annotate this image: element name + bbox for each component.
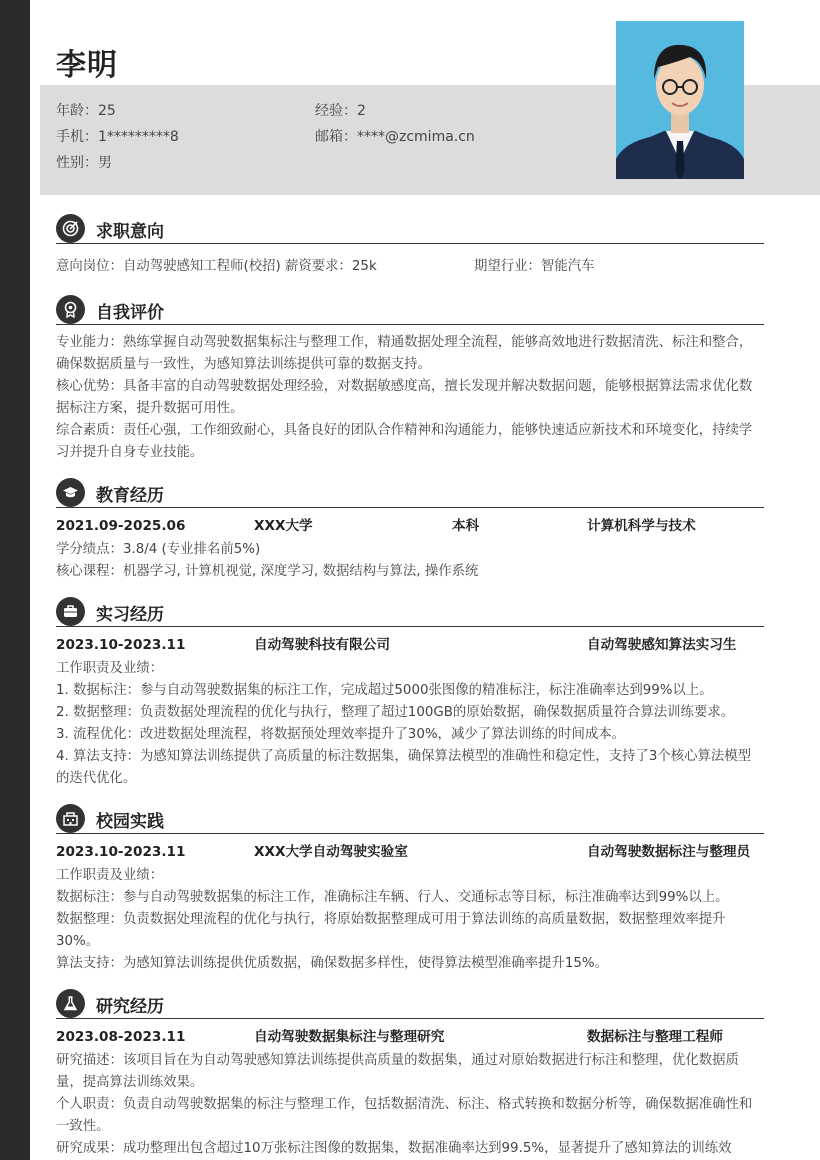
research-title: 研究经历	[96, 997, 164, 1017]
email-field: 邮箱：****@zcmima.cn	[315, 129, 475, 145]
internship-item: 1. 数据标注：参与自动驾驶数据集的标注工作，完成超过5000张图像的精准标注，标注准确率达到99%以上。	[56, 683, 713, 698]
target-icon	[56, 214, 85, 243]
internship-item: 2. 数据整理：负责数据处理流程的优化与执行，整理了超过100GB的原始数据，确保数据质量符合算法训练要求。	[56, 705, 735, 720]
research-item: 个人职责：负责自动驾驶数据集的标注与整理工作，包括数据清洗、标注、格式转换和数据分析等，确保数据准确性和一致性。	[56, 1097, 753, 1134]
campus-role: 自动驾驶数据标注与整理员	[587, 844, 751, 860]
self-eval-header	[56, 295, 764, 325]
job-intent-position: 意向岗位：自动驾驶感知工程师(校招) 薪资要求：25k	[56, 259, 377, 274]
age-field: 年龄：25	[56, 103, 116, 119]
gender-field: 性别：男	[56, 155, 112, 171]
self-eval-paragraph: 核心优势：具备丰富的自动驾驶数据处理经验，对数据敏感度高，擅长发现并解决数据问题，能够根据算法需求优化数据标注方案，提升数据可用性。	[56, 379, 753, 416]
job-intent-industry: 期望行业：智能汽车	[474, 259, 595, 274]
internship-company: 自动驾驶科技有限公司	[254, 637, 390, 653]
research-header	[56, 989, 764, 1019]
education-major: 计算机科学与技术	[587, 518, 696, 534]
job-intent-header	[56, 214, 764, 244]
self-eval-paragraph: 专业能力：熟练掌握自动驾驶数据集标注与整理工作，精通数据处理全流程，能够高效地进行数据清洗、标注和整合，确保数据质量与一致性，为感知算法训练提供可靠的数据支持。	[56, 335, 753, 372]
graduation-cap-icon	[56, 478, 85, 507]
briefcase-icon	[56, 597, 85, 626]
education-detail: 核心课程：机器学习, 计算机视觉, 深度学习, 数据结构与算法, 操作系统	[56, 564, 479, 579]
flask-icon	[56, 989, 85, 1018]
research-date: 2023.08-2023.11	[56, 1029, 186, 1045]
research-item: 研究成果：成功整理出包含超过10万张标注图像的数据集，数据准确率达到99.5%，显著提升了感知算法的训练效	[56, 1141, 732, 1156]
internship-intro: 工作职责及业绩：	[56, 661, 164, 676]
left-side-bar	[0, 0, 30, 1160]
badge-icon	[56, 295, 85, 324]
campus-item: 算法支持：为感知算法训练提供优质数据，确保数据多样性，使得算法模型准确率提升15%。	[56, 956, 608, 971]
internship-role: 自动驾驶感知算法实习生	[587, 637, 737, 653]
campus-item: 数据整理：负责数据处理流程的优化与执行，将原始数据整理成可用于算法训练的高质量数据，数据整理效率提升30%。	[56, 912, 726, 949]
internship-item: 3. 流程优化：改进数据处理流程，将数据预处理效率提升了30%，减少了算法训练的时间成本。	[56, 727, 626, 742]
education-detail: 学分绩点：3.8/4 (专业排名前5%)	[56, 542, 261, 557]
research-item: 研究描述：该项目旨在为自动驾驶感知算法训练提供高质量的数据集，通过对原始数据进行标注和整理，优化数据质量，提高算法训练效果。	[56, 1053, 739, 1090]
campus-org: XXX大学自动驾驶实验室	[254, 844, 408, 860]
campus-intro: 工作职责及业绩：	[56, 868, 164, 883]
experience-field: 经验：2	[315, 103, 366, 119]
research-role: 数据标注与整理工程师	[587, 1029, 723, 1045]
candidate-name: 李明	[56, 48, 118, 83]
campus-title: 校园实践	[96, 812, 164, 832]
education-school: XXX大学	[254, 518, 313, 534]
job-intent-title: 求职意向	[96, 222, 164, 242]
self-eval-paragraph: 综合素质：责任心强，工作细致耐心，具备良好的团队合作精神和沟通能力，能够快速适应新技术和环境变化，持续学习并提升自身专业技能。	[56, 423, 753, 460]
education-date: 2021.09-2025.06	[56, 518, 186, 534]
campus-item: 数据标注：参与自动驾驶数据集的标注工作，准确标注车辆、行人、交通标志等目标，标注准确率达到99%以上。	[56, 890, 729, 905]
campus-date: 2023.10-2023.11	[56, 844, 186, 860]
internship-title: 实习经历	[96, 605, 164, 625]
campus-row	[56, 841, 764, 863]
internship-item: 4. 算法支持：为感知算法训练提供了高质量的标注数据集，确保算法模型的准确性和稳定性，支持了3个核心算法模型的迭代优化。	[56, 749, 752, 786]
education-degree: 本科	[452, 518, 480, 534]
internship-date: 2023.10-2023.11	[56, 637, 186, 653]
internship-row	[56, 634, 764, 656]
self-eval-title: 自我评价	[96, 303, 164, 323]
education-title: 教育经历	[96, 486, 164, 506]
research-project: 自动驾驶数据集标注与整理研究	[254, 1029, 445, 1045]
education-row	[56, 515, 764, 537]
campus-header	[56, 804, 764, 834]
research-row	[56, 1026, 764, 1048]
phone-field: 手机：1*********8	[56, 129, 179, 145]
profile-photo	[616, 21, 744, 179]
internship-header	[56, 597, 764, 627]
education-header	[56, 478, 764, 508]
building-icon	[56, 804, 85, 833]
